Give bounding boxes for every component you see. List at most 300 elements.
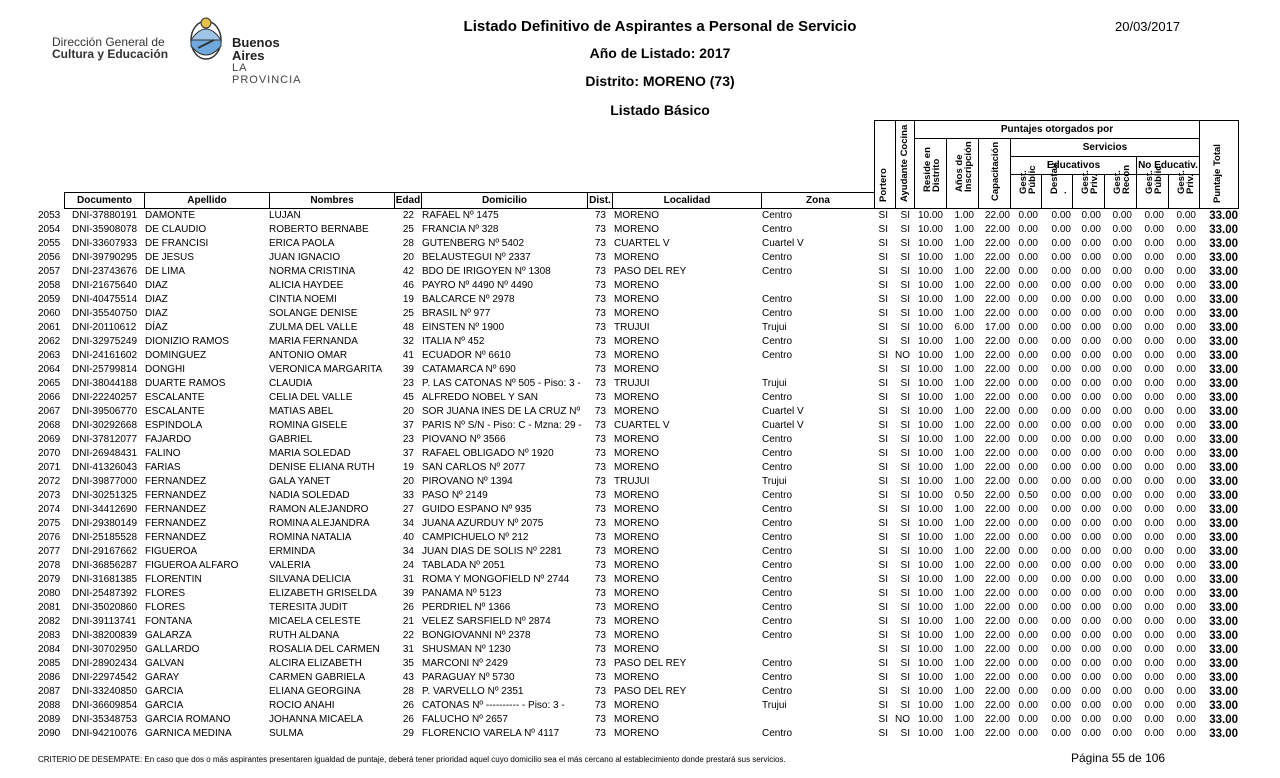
cell-row-number: 2059 (38, 294, 61, 305)
cell-puntaje-total: 33.00 (1209, 574, 1238, 586)
cell-gest-public: 0.50 (1018, 490, 1038, 501)
cell-distrito: 73 (594, 672, 606, 683)
table-row (0, 587, 1280, 601)
cell-gest-priv: 0.00 (1081, 616, 1101, 627)
cell-ayudante-cocina: SI (900, 448, 910, 459)
cell-capacitacion: 22.00 (984, 448, 1010, 459)
cell-domicilio: BELAUSTEGUI Nº 2337 (422, 252, 531, 263)
cell-edad: 48 (402, 322, 414, 333)
cell-distrito: 73 (594, 420, 606, 431)
cell-portero: SI (878, 588, 888, 599)
cell-zona: Centro (762, 588, 793, 599)
cell-domicilio: RAFAEL Nº 1475 (422, 210, 499, 221)
cell-nombres: LUJAN (269, 210, 301, 221)
cell-nombres: MATIAS ABEL (269, 406, 334, 417)
cell-gest-recon: 0.00 (1112, 280, 1132, 291)
cell-desfav: 0.00 (1051, 378, 1071, 389)
cell-distrito: 73 (594, 644, 606, 655)
cell-gest-public-2: 0.00 (1144, 728, 1164, 739)
cell-nombres: ROMINA GISELE (269, 420, 348, 431)
cell-portero: SI (878, 210, 888, 221)
cell-capacitacion: 17.00 (984, 322, 1010, 333)
cell-apellido: GALARZA (145, 630, 192, 641)
cell-documento: DNI-26948431 (72, 448, 138, 459)
table-row (0, 629, 1280, 643)
list-year: Año de Listado: 2017 (589, 45, 731, 61)
cell-portero: SI (878, 224, 888, 235)
logo-text-left (52, 36, 168, 60)
cell-puntaje-total: 33.00 (1209, 210, 1238, 222)
cell-apellido: DÍAZ (145, 322, 168, 333)
cell-nombres: GABRIEL (269, 434, 313, 445)
cell-edad: 19 (402, 294, 414, 305)
cell-gest-priv-2: 0.00 (1176, 588, 1196, 599)
cell-zona: Centro (762, 490, 793, 501)
cell-nombres: SILVANA DELICIA (269, 574, 351, 585)
table-row (0, 545, 1280, 559)
cell-documento: DNI-35348753 (72, 714, 138, 725)
col-portero-label: Portero (878, 168, 889, 202)
cell-localidad: MORENO (614, 364, 659, 375)
cell-localidad: MORENO (614, 224, 659, 235)
cell-desfav: 0.00 (1051, 602, 1071, 613)
cell-localidad: CUARTEL V (614, 238, 670, 249)
cell-distrito: 73 (594, 588, 606, 599)
cell-portero: SI (878, 448, 888, 459)
cell-puntaje-total: 33.00 (1209, 700, 1238, 712)
cell-anios-inscripcion: 1.00 (954, 658, 974, 669)
cell-reside-distrito: 10.00 (917, 266, 943, 277)
cell-gest-priv-2: 0.00 (1176, 644, 1196, 655)
cell-distrito: 73 (594, 266, 606, 277)
col-gest-priv-label: Gest. Priv. (1080, 170, 1100, 194)
table-row (0, 447, 1280, 461)
cell-nombres: CINTIA NOEMI (269, 294, 337, 305)
cell-apellido: FLORENTIN (145, 574, 202, 585)
cell-localidad: MORENO (614, 602, 659, 613)
cell-localidad: MORENO (614, 560, 659, 571)
cell-ayudante-cocina: SI (900, 364, 910, 375)
cell-gest-recon: 0.00 (1112, 588, 1132, 599)
cell-capacitacion: 22.00 (984, 588, 1010, 599)
cell-apellido: DE FRANCISI (145, 238, 209, 249)
table-row (0, 685, 1280, 699)
cell-edad: 37 (402, 448, 414, 459)
cell-anios-inscripcion: 1.00 (954, 504, 974, 515)
cell-localidad: PASO DEL REY (614, 686, 687, 697)
cell-apellido: FIGUEROA ALFARO (145, 560, 239, 571)
cell-capacitacion: 22.00 (984, 350, 1010, 361)
cell-apellido: DE CLAUDIO (145, 224, 207, 235)
cell-gest-public: 0.00 (1018, 294, 1038, 305)
cell-gest-recon: 0.00 (1112, 378, 1132, 389)
cell-row-number: 2088 (38, 700, 61, 711)
cell-gest-priv: 0.00 (1081, 266, 1101, 277)
cell-gest-priv: 0.00 (1081, 714, 1101, 725)
col-reside-label: Reside en Distrito (922, 147, 942, 192)
cell-distrito: 73 (594, 518, 606, 529)
cell-apellido: DIONIZIO RAMOS (145, 336, 229, 347)
cell-gest-recon: 0.00 (1112, 616, 1132, 627)
cell-edad: 26 (402, 700, 414, 711)
cell-portero: SI (878, 490, 888, 501)
cell-domicilio: PIROVANO Nº 1394 (422, 476, 513, 487)
cell-desfav: 0.00 (1051, 616, 1071, 627)
cell-gest-recon: 0.00 (1112, 294, 1132, 305)
cell-gest-recon: 0.00 (1112, 476, 1132, 487)
cell-desfav: 0.00 (1051, 630, 1071, 641)
cell-domicilio: EINSTEN Nº 1900 (422, 322, 505, 333)
cell-zona: Centro (762, 462, 793, 473)
cell-nombres: ALCIRA ELIZABETH (269, 658, 362, 669)
logo-text-right (232, 36, 302, 86)
cell-domicilio: JUAN DIAS DE SOLIS Nº 2281 (422, 546, 562, 557)
cell-gest-priv-2: 0.00 (1176, 490, 1196, 501)
cell-gest-priv: 0.00 (1081, 574, 1101, 585)
table-row (0, 531, 1280, 545)
cell-desfav: 0.00 (1051, 336, 1071, 347)
cell-documento: DNI-30702950 (72, 644, 138, 655)
cell-row-number: 2075 (38, 518, 61, 529)
cell-edad: 42 (402, 266, 414, 277)
cell-domicilio: P. VARVELLO Nº 2351 (422, 686, 524, 697)
cell-gest-public: 0.00 (1018, 224, 1038, 235)
cell-gest-priv: 0.00 (1081, 546, 1101, 557)
cell-documento: DNI-30292668 (72, 420, 138, 431)
cell-localidad: MORENO (614, 588, 659, 599)
cell-apellido: FALINO (145, 448, 181, 459)
cell-reside-distrito: 10.00 (917, 434, 943, 445)
cell-portero: SI (878, 630, 888, 641)
cell-nombres: ROSALIA DEL CARMEN (269, 644, 380, 655)
cell-gest-priv-2: 0.00 (1176, 378, 1196, 389)
cell-ayudante-cocina: SI (900, 378, 910, 389)
cell-anios-inscripcion: 6.00 (954, 322, 974, 333)
cell-zona: Centro (762, 294, 793, 305)
cell-row-number: 2064 (38, 364, 61, 375)
cell-documento: DNI-25799814 (72, 364, 138, 375)
cell-distrito: 73 (594, 714, 606, 725)
cell-gest-priv-2: 0.00 (1176, 350, 1196, 361)
cell-edad: 31 (402, 574, 414, 585)
cell-desfav: 0.00 (1051, 210, 1071, 221)
cell-localidad: CUARTEL V (614, 420, 670, 431)
cell-edad: 46 (402, 280, 414, 291)
cell-capacitacion: 22.00 (984, 658, 1010, 669)
cell-nombres: ANTONIO OMAR (269, 350, 348, 361)
cell-localidad: MORENO (614, 448, 659, 459)
cell-row-number: 2077 (38, 546, 61, 557)
cell-row-number: 2089 (38, 714, 61, 725)
cell-distrito: 73 (594, 350, 606, 361)
cell-gest-public: 0.00 (1018, 434, 1038, 445)
cell-apellido: DIAZ (145, 308, 168, 319)
cell-gest-priv-2: 0.00 (1176, 602, 1196, 613)
cell-ayudante-cocina: SI (900, 294, 910, 305)
cell-domicilio: VELEZ SARSFIELD Nº 2874 (422, 616, 551, 627)
cell-distrito: 73 (594, 658, 606, 669)
cell-capacitacion: 22.00 (984, 406, 1010, 417)
cell-nombres: JOHANNA MICAELA (269, 714, 363, 725)
cell-reside-distrito: 10.00 (917, 546, 943, 557)
cell-puntaje-total: 33.00 (1209, 434, 1238, 446)
cell-apellido: DIAZ (145, 280, 168, 291)
cell-distrito: 73 (594, 322, 606, 333)
cell-documento: DNI-38044188 (72, 378, 138, 389)
cell-row-number: 2087 (38, 686, 61, 697)
cell-nombres: ROCIO ANAHI (269, 700, 335, 711)
cell-ayudante-cocina: SI (900, 602, 910, 613)
cell-domicilio: FALUCHO Nº 2657 (422, 714, 508, 725)
cell-portero: SI (878, 546, 888, 557)
cell-domicilio: PIOVANO Nº 3566 (422, 434, 506, 445)
cell-apellido: DOMINGUEZ (145, 350, 207, 361)
cell-desfav: 0.00 (1051, 350, 1071, 361)
cell-apellido: GALVAN (145, 658, 185, 669)
cell-gest-priv: 0.00 (1081, 224, 1101, 235)
cell-gest-public: 0.00 (1018, 420, 1038, 431)
cell-gest-public: 0.00 (1018, 350, 1038, 361)
cell-portero: SI (878, 574, 888, 585)
cell-gest-recon: 0.00 (1112, 322, 1132, 333)
table-row (0, 713, 1280, 727)
cell-domicilio: ROMA Y MONGOFIELD Nº 2744 (422, 574, 570, 585)
cell-gest-recon: 0.00 (1112, 630, 1132, 641)
cell-ayudante-cocina: SI (900, 630, 910, 641)
table-row (0, 335, 1280, 349)
cell-row-number: 2065 (38, 378, 61, 389)
cell-gest-priv-2: 0.00 (1176, 714, 1196, 725)
cell-localidad: MORENO (614, 714, 659, 725)
cell-nombres: JUAN IGNACIO (269, 252, 341, 263)
col-anios (946, 138, 979, 209)
cell-portero: SI (878, 434, 888, 445)
cell-desfav: 0.00 (1051, 392, 1071, 403)
cell-reside-distrito: 10.00 (917, 336, 943, 347)
cell-gest-public: 0.00 (1018, 532, 1038, 543)
cell-domicilio: ALFREDO NOBEL Y SAN (422, 392, 538, 403)
cell-gest-priv-2: 0.00 (1176, 686, 1196, 697)
cell-gest-priv: 0.00 (1081, 448, 1101, 459)
cell-gest-priv: 0.00 (1081, 504, 1101, 515)
cell-gest-public-2: 0.00 (1144, 336, 1164, 347)
cell-nombres: SULMA (269, 728, 304, 739)
cell-edad: 25 (402, 224, 414, 235)
cell-row-number: 2063 (38, 350, 61, 361)
cell-ayudante-cocina: SI (900, 574, 910, 585)
cell-edad: 26 (402, 714, 414, 725)
group-educativos: Educativos (1010, 156, 1137, 175)
cell-localidad: MORENO (614, 462, 659, 473)
cell-apellido: ESCALANTE (145, 392, 205, 403)
table-row (0, 517, 1280, 531)
cell-reside-distrito: 10.00 (917, 686, 943, 697)
cell-gest-public: 0.00 (1018, 560, 1038, 571)
cell-edad: 39 (402, 364, 414, 375)
cell-localidad: MORENO (614, 546, 659, 557)
cell-edad: 27 (402, 504, 414, 515)
cell-capacitacion: 22.00 (984, 224, 1010, 235)
table-row (0, 279, 1280, 293)
cell-gest-public-2: 0.00 (1144, 560, 1164, 571)
cell-ayudante-cocina: SI (900, 504, 910, 515)
cell-gest-recon: 0.00 (1112, 686, 1132, 697)
cell-gest-priv-2: 0.00 (1176, 658, 1196, 669)
cell-domicilio: PAYRO Nº 4490 Nº 4490 (422, 280, 533, 291)
cell-edad: 22 (402, 630, 414, 641)
cell-anios-inscripcion: 1.00 (954, 364, 974, 375)
cell-apellido: GARCIA (145, 686, 184, 697)
cell-desfav: 0.00 (1051, 294, 1071, 305)
col-apellido: Apellido (144, 192, 270, 209)
cell-distrito: 73 (594, 238, 606, 249)
page-number: Página 55 de 106 (1071, 751, 1166, 765)
cell-distrito: 73 (594, 630, 606, 641)
cell-zona: Centro (762, 448, 793, 459)
cell-gest-priv-2: 0.00 (1176, 476, 1196, 487)
cell-zona: Centro (762, 686, 793, 697)
cell-ayudante-cocina: SI (900, 210, 910, 221)
cell-zona: Centro (762, 630, 793, 641)
cell-distrito: 73 (594, 378, 606, 389)
cell-reside-distrito: 10.00 (917, 630, 943, 641)
cell-domicilio: TABLADA Nº 2051 (422, 560, 505, 571)
cell-documento: DNI-35540750 (72, 308, 138, 319)
cell-nombres: RUTH ALDANA (269, 630, 340, 641)
cell-zona: Centro (762, 504, 793, 515)
cell-portero: SI (878, 336, 888, 347)
cell-distrito: 73 (594, 686, 606, 697)
cell-row-number: 2054 (38, 224, 61, 235)
cell-distrito: 73 (594, 476, 606, 487)
cell-gest-priv: 0.00 (1081, 308, 1101, 319)
cell-ayudante-cocina: NO (895, 714, 910, 725)
cell-gest-public: 0.00 (1018, 336, 1038, 347)
cell-zona: Centro (762, 532, 793, 543)
cell-gest-priv: 0.00 (1081, 392, 1101, 403)
cell-puntaje-total: 33.00 (1209, 322, 1238, 334)
cell-nombres: ELIZABETH GRISELDA (269, 588, 377, 599)
cell-row-number: 2060 (38, 308, 61, 319)
cell-domicilio: JUANA AZURDUY Nº 2075 (422, 518, 544, 529)
cell-reside-distrito: 10.00 (917, 574, 943, 585)
cell-reside-distrito: 10.00 (917, 238, 943, 249)
cell-anios-inscripcion: 1.00 (954, 686, 974, 697)
cell-capacitacion: 22.00 (984, 518, 1010, 529)
cell-localidad: MORENO (614, 392, 659, 403)
cell-ayudante-cocina: SI (900, 588, 910, 599)
cell-ayudante-cocina: SI (900, 686, 910, 697)
cell-anios-inscripcion: 1.00 (954, 518, 974, 529)
cell-reside-distrito: 10.00 (917, 700, 943, 711)
cell-domicilio: PASO Nº 2149 (422, 490, 488, 501)
cell-gest-public-2: 0.00 (1144, 518, 1164, 529)
list-type: Listado Básico (610, 102, 710, 118)
cell-documento: DNI-32975249 (72, 336, 138, 347)
cell-localidad: TRUJUI (614, 322, 650, 333)
cell-localidad: MORENO (614, 672, 659, 683)
cell-anios-inscripcion: 1.00 (954, 616, 974, 627)
cell-ayudante-cocina: SI (900, 518, 910, 529)
cell-puntaje-total: 33.00 (1209, 252, 1238, 264)
col-gest-priv-2-label: Gest. Priv. (1176, 170, 1196, 194)
district: Distrito: MORENO (73) (585, 73, 735, 89)
cell-ayudante-cocina: SI (900, 560, 910, 571)
cell-distrito: 73 (594, 546, 606, 557)
cell-anios-inscripcion: 1.00 (954, 420, 974, 431)
cell-gest-priv-2: 0.00 (1176, 364, 1196, 375)
col-ayudante-label: Ayudante Cocina (899, 124, 910, 202)
col-gest-recon (1104, 164, 1137, 209)
cell-desfav: 0.00 (1051, 728, 1071, 739)
cell-ayudante-cocina: SI (900, 476, 910, 487)
cell-puntaje-total: 33.00 (1209, 560, 1238, 572)
logo-line1: Dirección General de (52, 35, 165, 49)
cell-ayudante-cocina: SI (900, 434, 910, 445)
cell-distrito: 73 (594, 336, 606, 347)
cell-zona: Centro (762, 574, 793, 585)
cell-capacitacion: 22.00 (984, 644, 1010, 655)
cell-nombres: CARMEN GABRIELA (269, 672, 366, 683)
cell-apellido: DE LIMA (145, 266, 186, 277)
table-row (0, 223, 1280, 237)
cell-gest-priv-2: 0.00 (1176, 672, 1196, 683)
cell-distrito: 73 (594, 602, 606, 613)
cell-capacitacion: 22.00 (984, 308, 1010, 319)
cell-documento: DNI-30251325 (72, 490, 138, 501)
cell-localidad: MORENO (614, 644, 659, 655)
cell-gest-priv-2: 0.00 (1176, 574, 1196, 585)
cell-apellido: FONTANA (145, 616, 193, 627)
col-gest-public-label: Gest. Públic (1018, 165, 1038, 194)
table-row (0, 601, 1280, 615)
cell-portero: SI (878, 714, 888, 725)
cell-localidad: MORENO (614, 406, 659, 417)
cell-gest-priv: 0.00 (1081, 518, 1101, 529)
cell-reside-distrito: 10.00 (917, 714, 943, 725)
cell-gest-public-2: 0.00 (1144, 630, 1164, 641)
cell-portero: SI (878, 280, 888, 291)
col-documento: Documento (64, 192, 145, 209)
cell-gest-priv: 0.00 (1081, 252, 1101, 263)
cell-gest-public-2: 0.00 (1144, 308, 1164, 319)
table-row (0, 657, 1280, 671)
group-servicios: Servicios (1010, 138, 1200, 157)
cell-ayudante-cocina: SI (900, 266, 910, 277)
cell-anios-inscripcion: 1.00 (954, 238, 974, 249)
col-nombres: Nombres (269, 192, 395, 209)
cell-gest-public-2: 0.00 (1144, 406, 1164, 417)
cell-domicilio: FRANCIA Nº 328 (422, 224, 499, 235)
col-gest-public-2 (1136, 165, 1169, 209)
cell-desfav: 0.00 (1051, 504, 1071, 515)
cell-anios-inscripcion: 1.00 (954, 630, 974, 641)
cell-puntaje-total: 33.00 (1209, 518, 1238, 530)
cell-gest-public-2: 0.00 (1144, 574, 1164, 585)
cell-reside-distrito: 10.00 (917, 308, 943, 319)
cell-zona: Centro (762, 658, 793, 669)
cell-reside-distrito: 10.00 (917, 210, 943, 221)
cell-desfav: 0.00 (1051, 448, 1071, 459)
cell-apellido: DONGHI (145, 364, 185, 375)
table-row (0, 321, 1280, 335)
col-capacitacion-label: Capacitación (990, 141, 1001, 201)
cell-distrito: 73 (594, 462, 606, 473)
cell-apellido: DAMONTE (145, 210, 195, 221)
cell-capacitacion: 22.00 (984, 504, 1010, 515)
cell-zona: Centro (762, 210, 793, 221)
cell-gest-public: 0.00 (1018, 546, 1038, 557)
